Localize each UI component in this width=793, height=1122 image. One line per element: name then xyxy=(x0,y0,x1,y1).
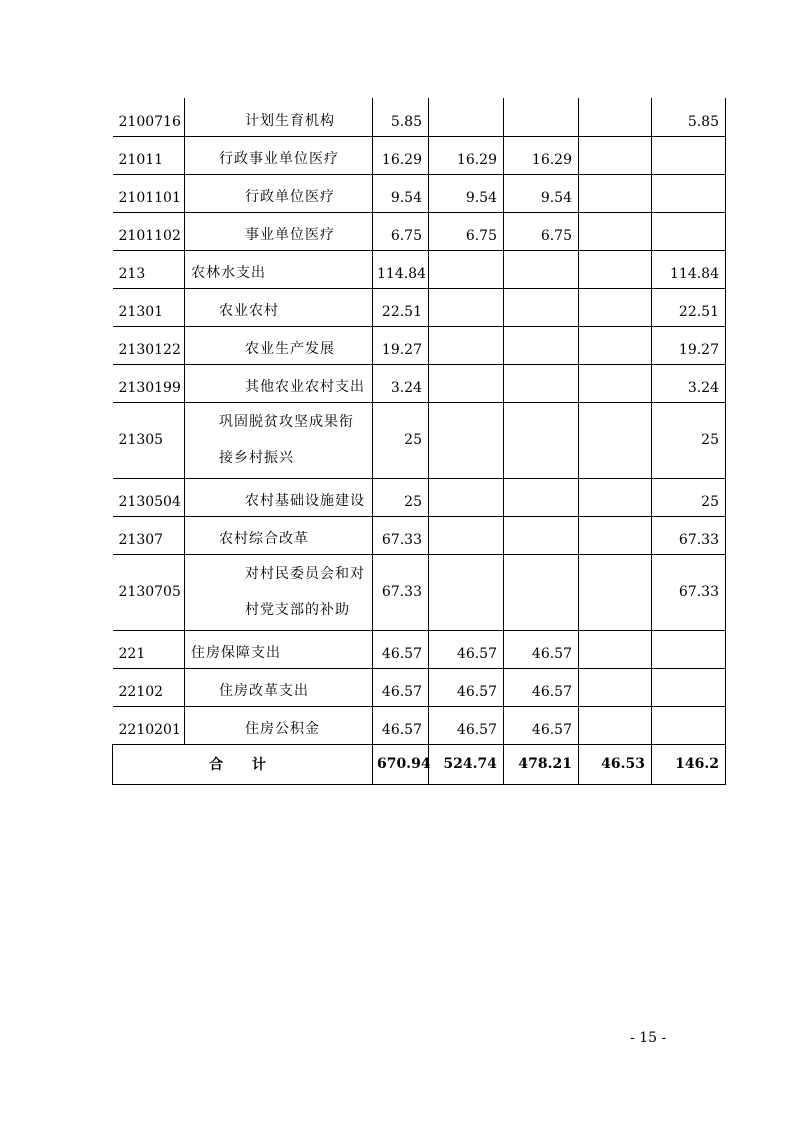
amount-cell-v3: 16.29 xyxy=(504,136,579,174)
subject-code-cell: 21307 xyxy=(113,516,185,554)
amount-cell-v5: 5.85 xyxy=(652,98,726,136)
subject-name-cell: 农村综合改革 xyxy=(185,516,373,554)
amount-cell-v5: 3.24 xyxy=(652,364,726,402)
subject-code-cell: 2130504 xyxy=(113,478,185,516)
subject-name-cell: 对村民委员会和对村党支部的补助 xyxy=(185,554,373,630)
subject-name-cell: 农村基础设施建设 xyxy=(185,478,373,516)
amount-cell-v2: 46.57 xyxy=(429,668,504,706)
subject-code-cell: 2101102 xyxy=(113,212,185,250)
amount-cell-v3 xyxy=(504,288,579,326)
amount-cell-v5 xyxy=(652,630,726,668)
amount-cell-v5: 114.84 xyxy=(652,250,726,288)
amount-cell-v4 xyxy=(579,554,652,630)
subject-name-cell: 农业生产发展 xyxy=(185,326,373,364)
amount-cell-v1: 5.85 xyxy=(373,98,429,136)
amount-cell-v5 xyxy=(652,212,726,250)
amount-cell-v5 xyxy=(652,706,726,744)
amount-cell-v4 xyxy=(579,402,652,478)
total-row xyxy=(113,744,726,784)
amount-cell-v1: 67.33 xyxy=(373,516,429,554)
subject-code-cell: 2130705 xyxy=(113,554,185,630)
amount-cell-v4 xyxy=(579,212,652,250)
amount-cell-v2: 16.29 xyxy=(429,136,504,174)
amount-cell-v4 xyxy=(579,364,652,402)
table-row xyxy=(113,478,726,516)
amount-cell-v4 xyxy=(579,288,652,326)
amount-cell-v2 xyxy=(429,478,504,516)
table-row xyxy=(113,554,726,630)
amount-cell-v2: 46.57 xyxy=(429,630,504,668)
amount-cell-v4 xyxy=(579,706,652,744)
amount-cell-v3: 46.57 xyxy=(504,630,579,668)
subject-name-cell: 行政事业单位医疗 xyxy=(185,136,373,174)
amount-cell-v2: 6.75 xyxy=(429,212,504,250)
amount-cell-v5 xyxy=(652,136,726,174)
amount-cell-v3 xyxy=(504,478,579,516)
subject-name-cell: 住房改革支出 xyxy=(185,668,373,706)
amount-cell-v2 xyxy=(429,554,504,630)
subject-name-cell: 其他农业农村支出 xyxy=(185,364,373,402)
subject-code-cell: 2210201 xyxy=(113,706,185,744)
amount-cell-v3 xyxy=(504,98,579,136)
amount-cell-v4 xyxy=(579,668,652,706)
amount-cell-v5: 67.33 xyxy=(652,554,726,630)
amount-cell-v2 xyxy=(429,98,504,136)
amount-cell-v5 xyxy=(652,174,726,212)
total-amount-v5: 146.2 xyxy=(652,744,726,784)
table-body xyxy=(113,98,726,784)
total-label: 合 计 xyxy=(113,744,373,784)
subject-code-cell: 221 xyxy=(113,630,185,668)
amount-cell-v3: 46.57 xyxy=(504,668,579,706)
amount-cell-v2 xyxy=(429,288,504,326)
amount-cell-v4 xyxy=(579,174,652,212)
amount-cell-v1: 46.57 xyxy=(373,706,429,744)
table-row xyxy=(113,402,726,478)
subject-code-cell: 2101101 xyxy=(113,174,185,212)
amount-cell-v5: 22.51 xyxy=(652,288,726,326)
table-row xyxy=(113,326,726,364)
amount-cell-v1: 6.75 xyxy=(373,212,429,250)
subject-code-cell: 213 xyxy=(113,250,185,288)
amount-cell-v5: 19.27 xyxy=(652,326,726,364)
amount-cell-v2 xyxy=(429,250,504,288)
subject-code-cell: 2130122 xyxy=(113,326,185,364)
amount-cell-v4 xyxy=(579,250,652,288)
amount-cell-v1: 19.27 xyxy=(373,326,429,364)
page-number: - 15 - xyxy=(630,1030,667,1046)
budget-table-container xyxy=(112,98,719,785)
amount-cell-v3 xyxy=(504,326,579,364)
amount-cell-v1: 22.51 xyxy=(373,288,429,326)
table-row xyxy=(113,364,726,402)
subject-code-cell: 2100716 xyxy=(113,98,185,136)
table-row xyxy=(113,630,726,668)
amount-cell-v1: 46.57 xyxy=(373,630,429,668)
amount-cell-v4 xyxy=(579,630,652,668)
amount-cell-v4 xyxy=(579,478,652,516)
amount-cell-v1: 46.57 xyxy=(373,668,429,706)
table-row xyxy=(113,516,726,554)
subject-name-cell: 农业农村 xyxy=(185,288,373,326)
amount-cell-v1: 16.29 xyxy=(373,136,429,174)
amount-cell-v1: 25 xyxy=(373,478,429,516)
subject-name-cell: 农林水支出 xyxy=(185,250,373,288)
amount-cell-v2 xyxy=(429,326,504,364)
amount-cell-v2 xyxy=(429,516,504,554)
subject-name-cell: 事业单位医疗 xyxy=(185,212,373,250)
total-amount-v4: 46.53 xyxy=(579,744,652,784)
subject-code-cell: 2130199 xyxy=(113,364,185,402)
amount-cell-v3: 9.54 xyxy=(504,174,579,212)
subject-name-cell: 计划生育机构 xyxy=(185,98,373,136)
amount-cell-v5: 67.33 xyxy=(652,516,726,554)
table-row xyxy=(113,288,726,326)
expenditure-table xyxy=(112,98,726,785)
table-row xyxy=(113,174,726,212)
amount-cell-v1: 25 xyxy=(373,402,429,478)
amount-cell-v2: 9.54 xyxy=(429,174,504,212)
amount-cell-v3 xyxy=(504,554,579,630)
table-row xyxy=(113,212,726,250)
subject-code-cell: 21301 xyxy=(113,288,185,326)
amount-cell-v1: 9.54 xyxy=(373,174,429,212)
subject-name-cell: 住房公积金 xyxy=(185,706,373,744)
amount-cell-v4 xyxy=(579,98,652,136)
amount-cell-v5: 25 xyxy=(652,402,726,478)
subject-name-cell: 行政单位医疗 xyxy=(185,174,373,212)
table-row xyxy=(113,250,726,288)
amount-cell-v2: 46.57 xyxy=(429,706,504,744)
total-amount-v1: 670.94 xyxy=(373,744,429,784)
table-row xyxy=(113,136,726,174)
subject-code-cell: 21011 xyxy=(113,136,185,174)
amount-cell-v5 xyxy=(652,668,726,706)
subject-code-cell: 22102 xyxy=(113,668,185,706)
amount-cell-v3: 6.75 xyxy=(504,212,579,250)
amount-cell-v1: 67.33 xyxy=(373,554,429,630)
amount-cell-v1: 3.24 xyxy=(373,364,429,402)
amount-cell-v1: 114.84 xyxy=(373,250,429,288)
amount-cell-v3 xyxy=(504,250,579,288)
amount-cell-v2 xyxy=(429,402,504,478)
table-row xyxy=(113,98,726,136)
amount-cell-v4 xyxy=(579,516,652,554)
total-amount-v2: 524.74 xyxy=(429,744,504,784)
amount-cell-v3: 46.57 xyxy=(504,706,579,744)
amount-cell-v5: 25 xyxy=(652,478,726,516)
subject-code-cell: 21305 xyxy=(113,402,185,478)
subject-name-cell: 住房保障支出 xyxy=(185,630,373,668)
total-amount-v3: 478.21 xyxy=(504,744,579,784)
subject-name-cell: 巩固脱贫攻坚成果衔接乡村振兴 xyxy=(185,402,373,478)
amount-cell-v3 xyxy=(504,516,579,554)
amount-cell-v2 xyxy=(429,364,504,402)
table-row xyxy=(113,706,726,744)
amount-cell-v4 xyxy=(579,326,652,364)
amount-cell-v3 xyxy=(504,402,579,478)
amount-cell-v4 xyxy=(579,136,652,174)
amount-cell-v3 xyxy=(504,364,579,402)
table-row xyxy=(113,668,726,706)
